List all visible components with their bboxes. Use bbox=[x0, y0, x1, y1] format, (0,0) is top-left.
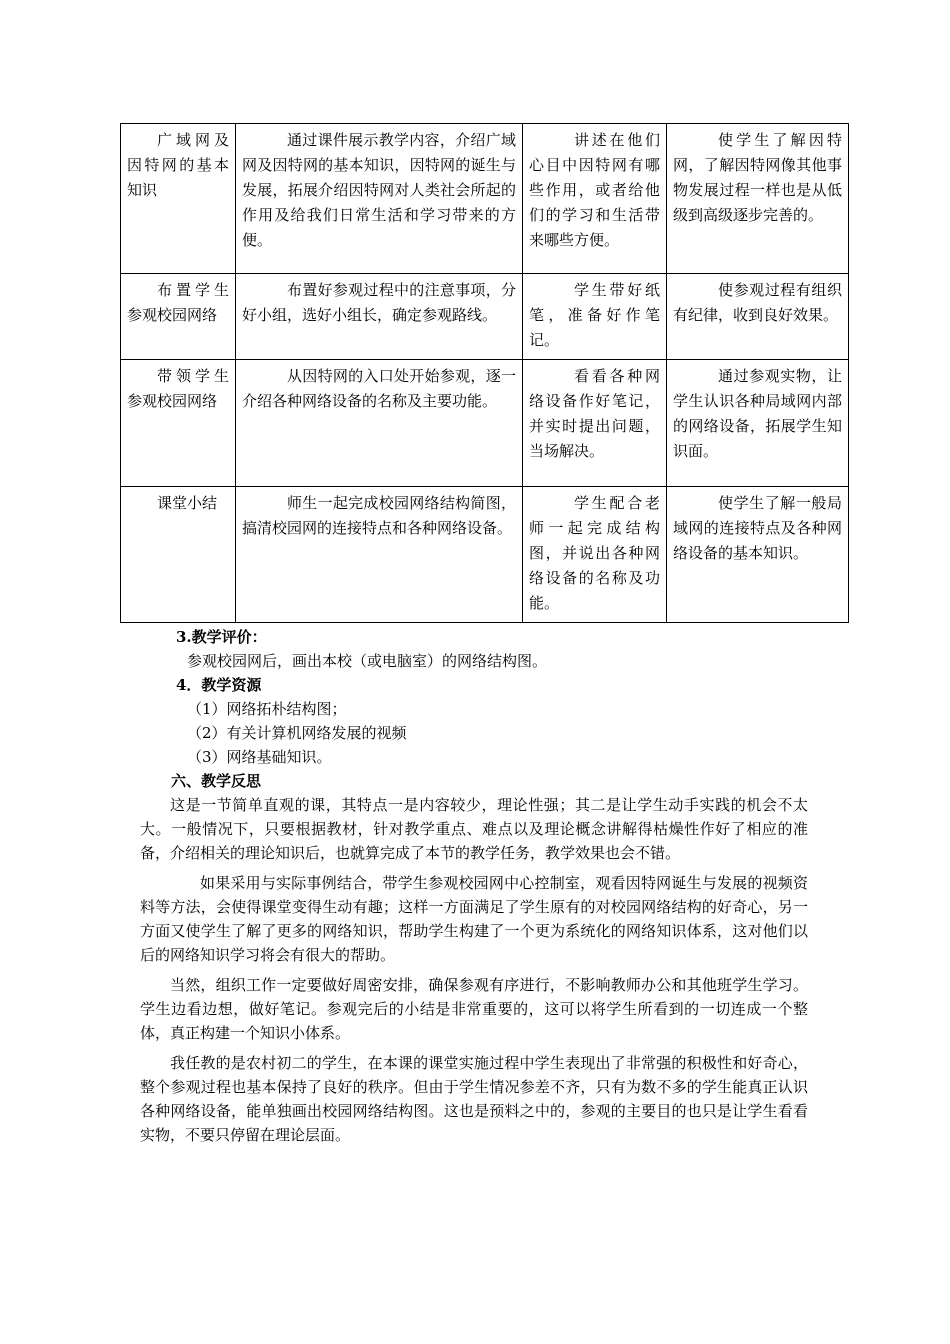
resource-item: （3）网络基础知识。 bbox=[187, 748, 332, 766]
student-activity-cell: 学生配合老师一起完成结构图，并说出各种网络设备的名称及功能。 bbox=[523, 487, 667, 623]
reflection-paragraph: 当然，组织工作一定要做好周密安排，确保参观有序进行，不影响教师办公和其他班学生学习。学生边看边想，做好笔记。参观完后的小结是非常重要的，这可以将学生所看到的一切连成一个整体，真正构建一个知识小体系。 bbox=[140, 976, 808, 1042]
design-purpose-cell: 使参观过程有组织有纪律，收到良好效果。 bbox=[667, 274, 849, 360]
reflection-paragraph: 这是一节简单直观的课，其特点一是内容较少，理论性强；其二是让学生动手实践的机会不太大。一般情况下，只要根据教材，针对教学重点、难点以及理论概念讲解得枯燥性作好了相应的准备，介绍相关的理论知识后，也就算完成了本节的教学任务，教学效果也会不错。 bbox=[140, 796, 808, 862]
document-body bbox=[140, 625, 808, 1147]
reflection-paragraph: 我任教的是农村初二的学生，在本课的课堂实施过程中学生表现出了非常强的积极性和好奇心，整个参观过程也基本保持了良好的秩序。但由于学生情况参差不齐，只有为数不多的学生能真正认识各种网络设备，能单独画出校园网络结构图。这也是预料之中的，参观的主要目的也只是让学生看看实物，不要只停留在理论层面。 bbox=[140, 1054, 808, 1144]
student-activity-cell: 学生带好纸笔，准备好作笔记。 bbox=[523, 274, 667, 360]
table-row bbox=[121, 124, 849, 274]
table-row bbox=[121, 360, 849, 487]
reflection-paragraph: 如果采用与实际事例结合，带学生参观校园网中心控制室，观看因特网诞生与发展的视频资料等方法，会使得课堂变得生动有趣；这样一方面满足了学生原有的对校园网络结构的好奇心，另一方面又使学生了解了更多的网络知识，帮助学生构建了一个更为系统化的网络知识体系，这对他们以后的网络知识学习将会有很大的帮助。 bbox=[140, 874, 808, 964]
design-purpose-cell: 通过参观实物，让学生认识各种局域网内部的网络设备，拓展学生知识面。 bbox=[667, 360, 849, 487]
lesson-plan-table bbox=[120, 123, 849, 623]
topic-cell: 广域网及因特网的基本知识 bbox=[121, 124, 236, 274]
evaluation-text: 参观校园网后，画出本校（或电脑室）的网络结构图。 bbox=[187, 652, 548, 670]
teacher-activity-cell: 通过课件展示教学内容，介绍广域网及因特网的基本知识，因特网的诞生与发展，拓展介绍因特网对人类社会所起的作用及给我们日常生活和学习带来的方便。 bbox=[236, 124, 523, 274]
evaluation-heading: 3.教学评价： bbox=[176, 628, 267, 646]
design-purpose-cell: 使学生了解一般局域网的连接特点及各种网络设备的基本知识。 bbox=[667, 487, 849, 623]
resource-item: （1）网络拓朴结构图； bbox=[187, 700, 347, 718]
design-purpose-cell: 使学生了解因特网，了解因特网像其他事物发展过程一样也是从低级到高级逐步完善的。 bbox=[667, 124, 849, 274]
teacher-activity-cell: 从因特网的入口处开始参观，逐一介绍各种网络设备的名称及主要功能。 bbox=[236, 360, 523, 487]
table-row bbox=[121, 487, 849, 623]
topic-cell: 课堂小结 bbox=[121, 487, 236, 623]
reflection-heading: 六、教学反思 bbox=[171, 772, 262, 790]
teacher-activity-cell: 布置好参观过程中的注意事项，分好小组，选好小组长，确定参观路线。 bbox=[236, 274, 523, 360]
topic-cell: 布置学生参观校园网络 bbox=[121, 274, 236, 360]
student-activity-cell: 讲述在他们心目中因特网有哪些作用，或者给他们的学习和生活带来哪些方便。 bbox=[523, 124, 667, 274]
table-row bbox=[121, 274, 849, 360]
student-activity-cell: 看看各种网络设备作好笔记，并实时提出问题，当场解决。 bbox=[523, 360, 667, 487]
topic-cell: 带领学生参观校园网络 bbox=[121, 360, 236, 487]
resource-item: （2）有关计算机网络发展的视频 bbox=[187, 724, 407, 742]
resources-heading: 4．教学资源 bbox=[176, 676, 262, 694]
teacher-activity-cell: 师生一起完成校园网络结构简图，搞清校园网的连接特点和各种网络设备。 bbox=[236, 487, 523, 623]
